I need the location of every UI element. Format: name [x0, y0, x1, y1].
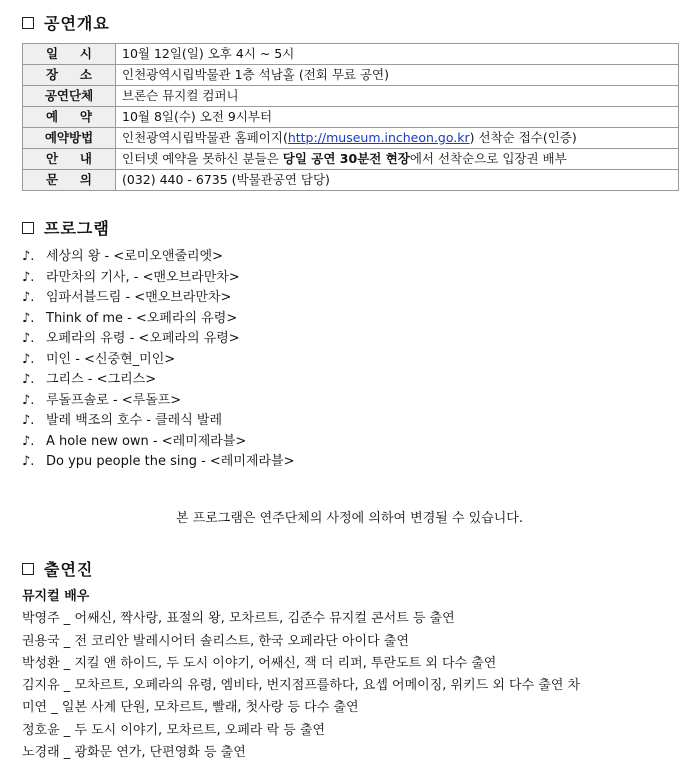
music-note-icon: ♪.: [22, 351, 35, 367]
row-label: 예약방법: [23, 128, 116, 149]
label-reservation: 예 약: [46, 109, 92, 124]
music-note-icon: ♪.: [22, 269, 35, 285]
list-item: [22, 288, 295, 309]
table-row: [23, 128, 679, 149]
overview-heading: [22, 11, 110, 34]
cast-member: 정호윤 _ 두 도시 이야기, 모차르트, 오페라 락 등 출연: [22, 722, 326, 738]
music-note-icon: ♪.: [22, 433, 35, 449]
row-value: 10월 12일(일) 오후 4시 ~ 5시: [116, 44, 679, 65]
list-item: [22, 350, 295, 371]
overview-title: 공연개요: [44, 14, 110, 33]
row-value: 브론슨 뮤지컬 컴퍼니: [116, 86, 679, 107]
row-label: [23, 65, 116, 86]
music-note-icon: ♪.: [22, 413, 35, 428]
method-text-post: ) 선착순 접수(인증): [469, 130, 577, 145]
row-value: [116, 128, 679, 149]
program-item-text: 세상의 왕 - <로미오앤줄리엣>: [46, 249, 224, 264]
square-bullet-icon: [22, 17, 34, 29]
program-list: [22, 247, 295, 473]
method-text-pre: 인천광역시립박물관 홈페이지(: [122, 130, 288, 145]
row-label: [23, 149, 116, 170]
label-guide: 안 내: [46, 151, 92, 166]
program-item-text: 그리스 - <그리스>: [46, 372, 157, 387]
program-title: 프로그램: [44, 219, 110, 238]
row-label: [23, 170, 116, 191]
guide-text-post: 에서 선착순으로 입장권 배부: [409, 151, 567, 166]
program-item-text: Do ypu people the sing - <레미제라블>: [46, 454, 295, 469]
table-row: [23, 44, 679, 65]
cast-member: 박성환 _ 지킬 앤 하이드, 두 도시 이야기, 어쌔신, 잭 더 리퍼, 투란도트 외 다수 출연: [22, 655, 497, 671]
music-note-icon: ♪.: [22, 290, 35, 305]
program-item-text: 미인 - <신중현_미인>: [46, 351, 176, 367]
music-note-icon: ♪.: [22, 372, 35, 387]
row-value: 인천광역시립박물관 1층 석남홀 (전회 무료 공연): [116, 65, 679, 86]
list-item: [22, 432, 295, 453]
program-item-text: A hole new own - <레미제라블>: [46, 433, 247, 449]
program-item-text: 라만차의 기사, - <맨오브라만차>: [46, 269, 240, 285]
list-item: [22, 452, 295, 473]
label-contact: 문 의: [46, 172, 92, 187]
cast-member: 김지유 _ 모차르트, 오페라의 유령, 엠비타, 번지점프를하다, 요셉 어메이징, 위키드 외 다수 출연 차: [22, 678, 581, 694]
program-heading: [22, 216, 110, 239]
row-value: (032) 440 - 6735 (박물관공연 담당): [116, 170, 679, 191]
program-item-text: Think of me - <오페라의 유령>: [46, 310, 238, 326]
music-note-icon: ♪.: [22, 454, 35, 469]
guide-text-bold: 당일 공연 30분전 현장: [282, 151, 410, 166]
row-label: 공연단체: [23, 86, 116, 107]
program-item-text: 발레 백조의 호수 - 클레식 발레: [46, 413, 223, 428]
museum-homepage-link[interactable]: http://museum.incheon.go.kr: [287, 130, 470, 145]
cast-list: [22, 586, 580, 764]
square-bullet-icon: [22, 222, 34, 234]
music-note-icon: ♪.: [22, 331, 35, 346]
cast-heading: [22, 557, 93, 580]
table-row: [23, 65, 679, 86]
row-value: [116, 149, 679, 170]
list-item: [22, 247, 295, 268]
music-note-icon: ♪.: [22, 392, 35, 408]
list-item: [22, 329, 295, 350]
guide-text-pre: 인터넷 예약을 못하신 분들은: [122, 151, 283, 166]
cast-member: 노경래 _ 광화문 연가, 단편영화 등 출연: [22, 745, 246, 761]
list-item: [22, 309, 295, 330]
table-row: [23, 149, 679, 170]
row-value: 10월 8일(수) 오전 9시부터: [116, 107, 679, 128]
program-item-text: 임파서블드림 - <맨오브라만차>: [46, 290, 232, 305]
table-row: [23, 170, 679, 191]
table-row: [23, 86, 679, 107]
program-notice: 본 프로그램은 연주단체의 사정에 의하여 변경될 수 있습니다.: [175, 511, 523, 526]
row-label: [23, 44, 116, 65]
music-note-icon: ♪.: [22, 310, 35, 326]
cast-member: 박영주 _ 어쌔신, 짝사랑, 표절의 왕, 모차르트, 김준수 뮤지컬 콘서트 등 출연: [22, 611, 455, 627]
cast-member: 권용국 _ 전 코리안 발레시어터 솔리스트, 한국 오페라단 아이다 출연: [22, 633, 409, 649]
list-item: [22, 370, 295, 391]
table-row: [23, 107, 679, 128]
music-note-icon: ♪.: [22, 249, 35, 264]
label-date: 일 시: [46, 46, 92, 61]
label-place: 장 소: [46, 67, 92, 82]
program-item-text: 오페라의 유령 - <오페라의 유령>: [46, 331, 240, 346]
square-bullet-icon: [22, 563, 34, 575]
row-label: [23, 107, 116, 128]
cast-title: 출연진: [44, 560, 94, 579]
cast-member: 미연 _ 일본 사계 단원, 모차르트, 빨래, 첫사랑 등 다수 출연: [22, 700, 359, 716]
overview-table: [22, 43, 679, 191]
list-item: [22, 268, 295, 289]
list-item: [22, 391, 295, 412]
program-item-text: 루돌프솔로 - <루돌프>: [46, 392, 182, 408]
list-item: [22, 411, 295, 432]
cast-subtitle: 뮤지컬 배우: [22, 589, 90, 604]
